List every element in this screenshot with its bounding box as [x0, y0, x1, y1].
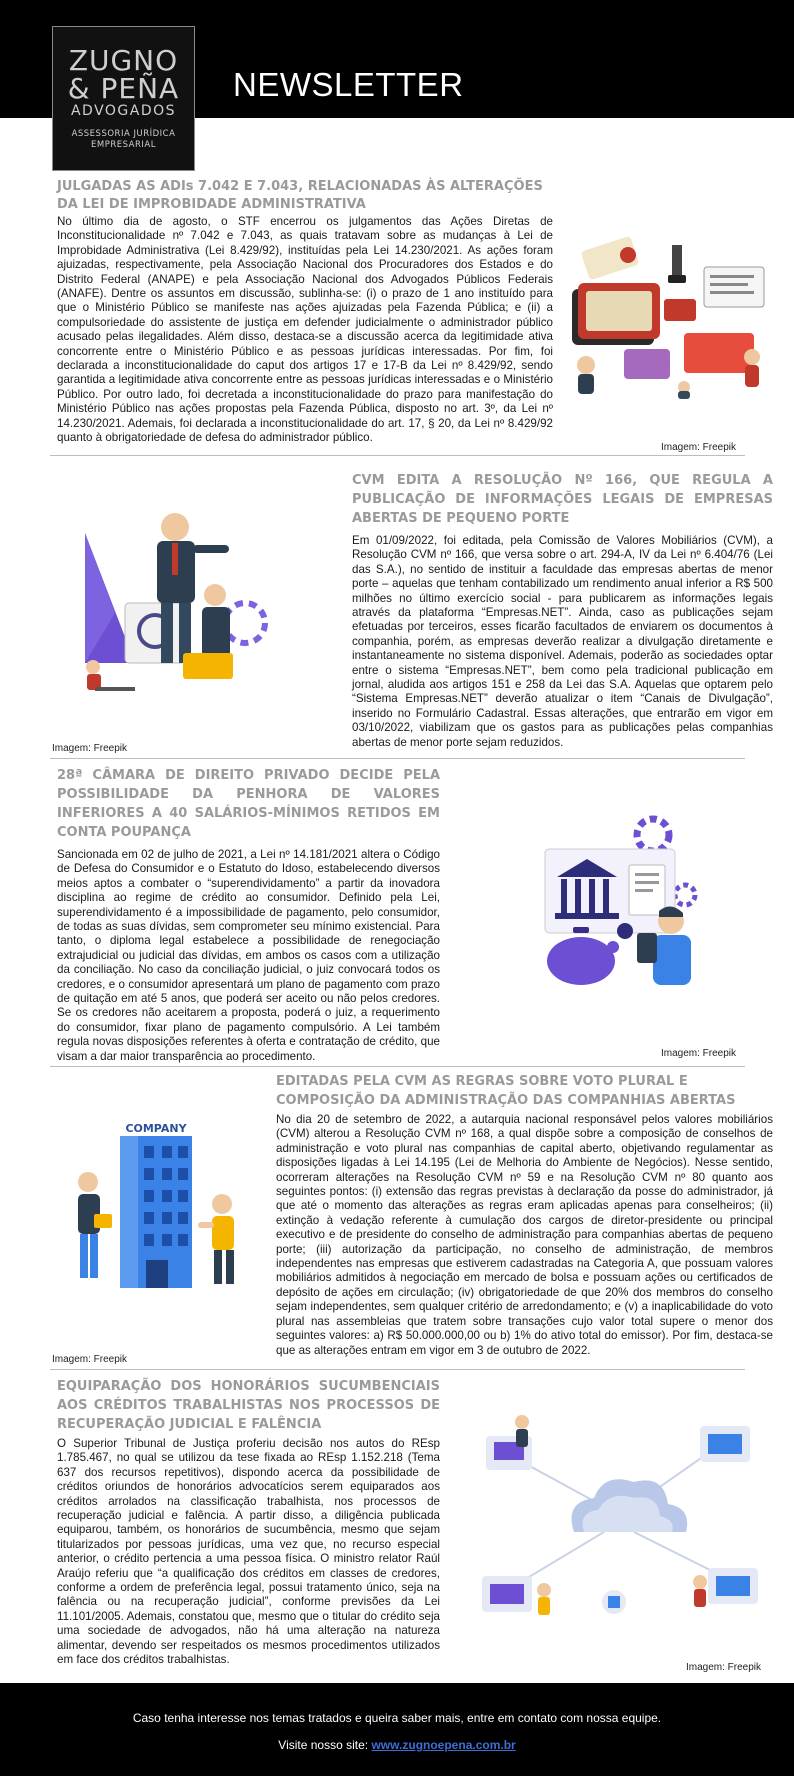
section-divider — [50, 455, 745, 456]
article-body: O Superior Tribunal de Justiça proferiu decisão nos autos do REsp 1.785.467, no qual se utilizou da tese fixada ao REsp 1.152.218 (Tema 637 dos recursos repetitivos), dispondo acerca da possibilidade de créditos oriundos de honorários advocatícios serem equiparados aos créditos arrolados na classificação trabalhista, nos processos de recuperação judicial e falência. A partir disso, a diligência publicada equiparou, também, os honorários de sucumbência, mesmo que sejam titularizados por pessoas jurídicas, uma vez que, no recurso especial anterior, o crédito pertencia a uma pessoa física. O ministro relator Raúl Araújo referiu que “a qualificação dos créditos em classes de credores, conforme a ordem de preferência legal, possui tratamento único, seja na falência ou na recuperação judicial”, conforme previsões da Lei 11.101/2005. Ademais, constatou que, mesmo que o titular do crédito seja uma sociedade de advogados, não há uma alteração na natureza alimentar, devendo ser respeitados os mesmos procedimentos utilizados em face dos créditos trabalhistas. — [57, 1437, 440, 1667]
image-credit: Imagem: Freepik — [661, 442, 737, 453]
article-improbidade — [57, 178, 553, 446]
article-title: EDITADAS PELA CVM AS REGRAS SOBRE VOTO PLURAL E COMPOSIÇÃO DA ADMINISTRAÇÃO DAS COMPANHIAS ABERTAS — [276, 1074, 736, 1108]
article-honorarios — [57, 1377, 440, 1668]
company-sign-text: COMPANY — [125, 1122, 187, 1135]
image-credit: Imagem: Freepik — [52, 1354, 128, 1365]
footer-contact-text: Caso tenha interesse nos temas tratados e queira saber mais, entre em contato com nossa equipe. — [132, 1711, 662, 1725]
article-body: No dia 20 de setembro de 2022, a autarquia nacional responsável pelos valores mobiliários (CVM) alterou a Resolução CVM nº 168, a qual dispõe sobre a composição de conselhos de administração e voto plural nas companhias de capital aberto, objetivando regulamentar as disposições ligadas à Lei 14.195 (Lei de Melhoria do Ambiente de Negócios). Nesse sentido, ocorreram alterações na Resolução CVM nº 59 e na Resolução CVM nº 80 quanto aos seguintes pontos: (i) extensão das regras previstas à declaração da posse do administrador, já que até o momento das alterações as regras eram aplicadas apenas para conselheiros; (ii) extinção à vedação referente à cumulação dos cargos de diretor-presidente ou principal executivo e de presidente do conselho de administração para companhias abertas de pequeno porte; (iii) autorização da participação, no conselho de administração, de membros independentes nas empresas que estiverem cadastradas na Categoria A, que possuam valores mobiliários admitidos à negociação em mercado de bolsa e possuam ações ou certificados de depósito de ações em circulação; (iv) obrigatoriedade de que 20% dos membros do conselho sejam independentes, sem qualquer critério de arredondamento; e (v) a inaplicabilidade do voto plural nas assembleias que tratem sobre transações cujo valor total supere o menor dos seguintes valores: a) R$ 50.000.000,00 ou b) 1% do ativo total do emissor). Por fim, destaca-se que as alterações entram em vigor em 3 de outubro de 2022. — [276, 1113, 773, 1357]
article-title: CVM EDITA A RESOLUÇÃO Nº 166, QUE REGULA A PUBLICAÇÃO DE INFORMAÇÕES LEGAIS DE EMPRESAS ABERTAS DE PEQUENO PORTE — [352, 473, 773, 526]
article-title: EQUIPARAÇÃO DOS HONORÁRIOS SUCUMBENCIAIS AOS CRÉDITOS TRABALHISTAS NOS PROCESSOS DE RECUPERAÇÃO JUDICIAL E FALÊNCIA — [57, 1379, 440, 1432]
logo-line-assessoria: ASSESSORIA JURÍDICA — [71, 129, 176, 139]
business-meeting-illustration — [75, 503, 285, 703]
legal-documents-illustration — [564, 237, 774, 399]
article-title: JULGADAS AS ADIs 7.042 E 7.043, RELACIONADAS ÀS ALTERAÇÕES DA LEI DE IMPROBIDADE ADMINISTRATIVA — [57, 179, 543, 212]
article-body: Em 01/09/2022, foi editada, pela Comissão de Valores Mobiliários (CVM), a Resolução CVM nº 166, que versa sobre o art. 294-A, IV da Lei nº 6.404/76 (Lei das S.A.), no sentido de instituir a faculdade das empresas abertas de menor porte – aquelas que tenham contabilizado um rendimento anual inferior a R$ 500 milhões no último exercício social - para publicarem as informações legais através da plataforma “Empresas.NET”. Ainda, caso as publicações sejam efetuadas por terceiros, esses ficarão facultados de enviarem os documentos à companhia, porém, as empresas deverão realizar a divulgação diretamente e instantaneamente no sistema disponível. Ademais, poderão as sociedades optar entre o sistema “Empresas.NET”, bem como pela tradicional publicação em jornal, aludida aos artigos 151 e 258 da Lei das S.A. Aquelas que optarem pelo “Sistema Empresas.NET” deverão atualizar o item “Canais de Divulgação”, inserido no Formulário Cadastral. Essas alterações, que entrarão em vigor em 03/10/2022, viabilizam que os gastos para as publicações pelas companhias abertas de menor porte sejam reduzidos. — [352, 534, 773, 749]
article-cvm-166 — [352, 471, 773, 750]
article-body: No último dia de agosto, o STF encerrou os julgamentos das Ações Diretas de Inconstitucionalidade nº 7.042 e 7.043, as quais tratavam sobre as mudanças à Lei de Improbidade Administrativa (Lei 8.429/92), instituídas pela Lei 14.230/2021. As ações foram ajuizadas, respectivamente, pela Associação Nacional dos Procuradores dos Estados e do Distrito Federal (ANAPE) e pela Associação Nacional dos Advogados Públicos Federais (ANAFE). Dentre os assuntos em discussão, sublinha-se: (i) o prazo de 1 ano instituído para que o Ministério Público se manifeste nas ações ajuizadas pela Fazenda Pública; e (ii) a compulsoriedade do assistente de justiça em defender judicialmente o administrador público acusado pelas ilegalidades. Além disso, destaca-se a discussão acerca da legitimidade ativa concorrente entre o Ministério Público e as pessoas jurídicas interessadas. Por fim, foi declarada a inconstitucionalidade do caput dos artigos 17 e 17-B da Lei nº 8.429/92, sendo garantida a legitimidade ativa concorrente entre as pessoas jurídicas interessadas e o Ministério Público. Por outro lado, foi decretada a inconstitucionalidade do prazo para manifestação do Ministério Público nas ações propostas pela Fazenda Pública, disposto no art. 3º, da Lei nº 14.230/2021. Ademais, foi declarada a inconstitucionalidade do art. 17, § 20, da Lei nº 8.429/92 quanto à obrigatoriedade de defesa do administrador público. — [57, 215, 553, 445]
logo-line-pena: & PEÑA — [67, 72, 180, 105]
footer-bar — [0, 1683, 794, 1776]
newsletter-title: NEWSLETTER — [233, 66, 464, 103]
article-body: Sancionada em 02 de julho de 2021, a Lei nº 14.181/2021 altera o Código de Defesa do Consumidor e o Estatuto do Idoso, estabelecendo diversos meios aptos a combater o “superendividamento” a partir da inovadora disciplina ao regime de crédito ao consumidor. Definido pela Lei, superendividamento é a impossibilidade de pagamento, pelo consumidor, de todas as suas dívidas, sem comprometer seu mínimo existencial. Para tanto, o diploma legal estabelece a possibilidade de renegociação extrajudicial ou judicial das dívidas, em ambos os casos com a utilização da conciliação. No caso da conciliação judicial, o juiz convocará todos os credores, e o consumidor apresentará um plano de pagamento com prazo de quitação em até 5 anos, que poderá ser aceito ou não pelos credores. Se os credores não aceitarem a proposta, poderá o juiz, a requerimento do consumidor, fixar plano de pagamento compulsório. A Lei também regula novas disposições referentes à oferta e contratação de crédito, que visam a dar maior transparência ao procedimento. — [57, 848, 440, 1063]
cloud-network-illustration — [464, 1412, 769, 1634]
footer-visit-label: Visite nosso site: — [278, 1738, 372, 1752]
section-divider — [50, 1066, 745, 1067]
company-building-illustration — [58, 1118, 254, 1298]
logo-line-empresarial: EMPRESARIAL — [91, 140, 156, 150]
image-credit: Imagem: Freepik — [52, 743, 128, 754]
logo-line-zugno: ZUGNO — [68, 44, 179, 77]
image-credit: Imagem: Freepik — [686, 1662, 762, 1673]
article-penhora — [57, 766, 440, 1064]
logo-line-advogados: ADVOGADOS — [70, 103, 177, 119]
image-credit: Imagem: Freepik — [661, 1048, 737, 1059]
section-divider — [50, 1369, 745, 1370]
footer-site-line — [0, 1738, 794, 1752]
bank-savings-illustration — [525, 815, 715, 995]
section-divider — [50, 758, 745, 759]
article-voto-plural — [276, 1072, 773, 1358]
article-title: 28ª CÂMARA DE DIREITO PRIVADO DECIDE PELA POSSIBILIDADE DA PENHORA DE VALORES INFERIORES A 40 SALÁRIOS-MÍNIMOS RETIDOS EM CONTA POUPANÇA — [57, 768, 440, 840]
company-logo — [52, 26, 195, 171]
website-link[interactable]: www.zugnoepena.com.br — [371, 1738, 516, 1752]
